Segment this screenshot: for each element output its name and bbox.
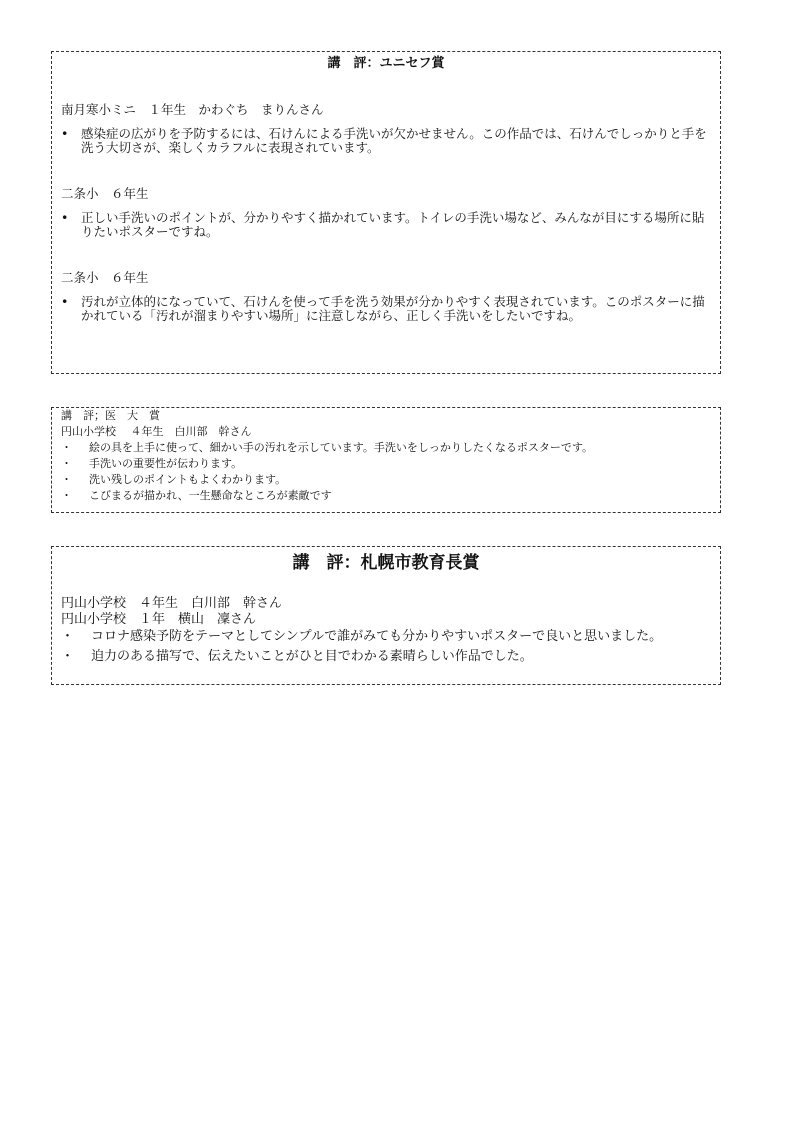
medical-comment-1 [61, 440, 711, 456]
unicef-award-box [51, 51, 721, 374]
medical-comment-2 [61, 456, 711, 472]
unicef-student-2: 二条小 ６年生 [61, 186, 149, 201]
education-student-2: 円山小学校 １年 横山 凜さん [61, 612, 257, 627]
unicef-comment-1 [61, 127, 711, 154]
medical-award-title: 講 評；医 大 賞 [61, 409, 160, 422]
medical-comment-3 [61, 472, 711, 488]
bullet-mark: ・ [61, 629, 75, 644]
unicef-award-title: 講 評：ユニセフ賞 [327, 56, 445, 71]
education-comment-text-1: コロナ感染予防をテーマとしてシンプルで誰がみても分かりやすいポスターで良いと思いました。 [91, 629, 663, 644]
education-comment-2 [61, 648, 711, 666]
unicef-student-3: 二条小 ６年生 [61, 270, 149, 285]
education-award-title: 講 評：札幌市教育長賞 [292, 553, 480, 573]
unicef-comment-2 [61, 211, 711, 238]
bullet-mark: • [61, 294, 69, 309]
medical-comment-text-1: 絵の具を上手に使って、細かい手の汚れを示しています。手洗いをしっかりしたくなるポスターです。 [89, 441, 594, 454]
medical-comment-text-4: こびまるが描かれ、一生懸命なところが素敵です [89, 489, 332, 502]
unicef-comment-3 [61, 295, 711, 322]
unicef-comment-text-3: 汚れが立体的になっていて、石けんを使って手を洗う効果が分かりやすく表現されています。このポスターに描かれている「汚れが溜まりやすい場所」に注意しながら、正しく手洗いをしたいですね。 [81, 294, 705, 323]
bullet-mark: • [61, 210, 69, 225]
bullet-mark: ・ [61, 489, 72, 502]
bullet-mark: ・ [61, 473, 72, 486]
unicef-comment-text-2: 正しい手洗いのポイントが、分かりやすく描かれています。トイレの手洗い場など、みんなが目にする場所に貼りたいポスターですね。 [81, 210, 705, 239]
unicef-student-1: 南月寒小ミニ １年生 かわぐち まりんさん [61, 102, 324, 117]
medical-award-box [51, 407, 721, 513]
education-student-1: 円山小学校 ４年生 白川部 幹さん [61, 596, 283, 611]
bullet-mark: ・ [61, 649, 75, 664]
medical-comment-text-3: 洗い残しのポイントもよくわかります。 [89, 473, 287, 486]
bullet-mark: ・ [61, 441, 72, 454]
medical-award-student: 円山小学校 ４年生 白川部 幹さん [61, 425, 252, 438]
bullet-mark: ・ [61, 457, 72, 470]
education-comment-1 [61, 628, 711, 646]
medical-comment-text-2: 手洗いの重要性が伝わります。 [89, 457, 243, 470]
unicef-comment-text-1: 感染症の広がりを予防するには、石けんによる手洗いが欠かせません。この作品では、石けんでしっかりと手を洗う大切さが、楽しくカラフルに表現されています。 [81, 126, 707, 155]
bullet-mark: • [61, 126, 69, 141]
education-award-box [51, 546, 721, 685]
education-comment-text-2: 迫力のある描写で、伝えたいことがひと目でわかる素晴らしい作品でした。 [91, 649, 533, 664]
medical-comment-4 [61, 488, 711, 504]
